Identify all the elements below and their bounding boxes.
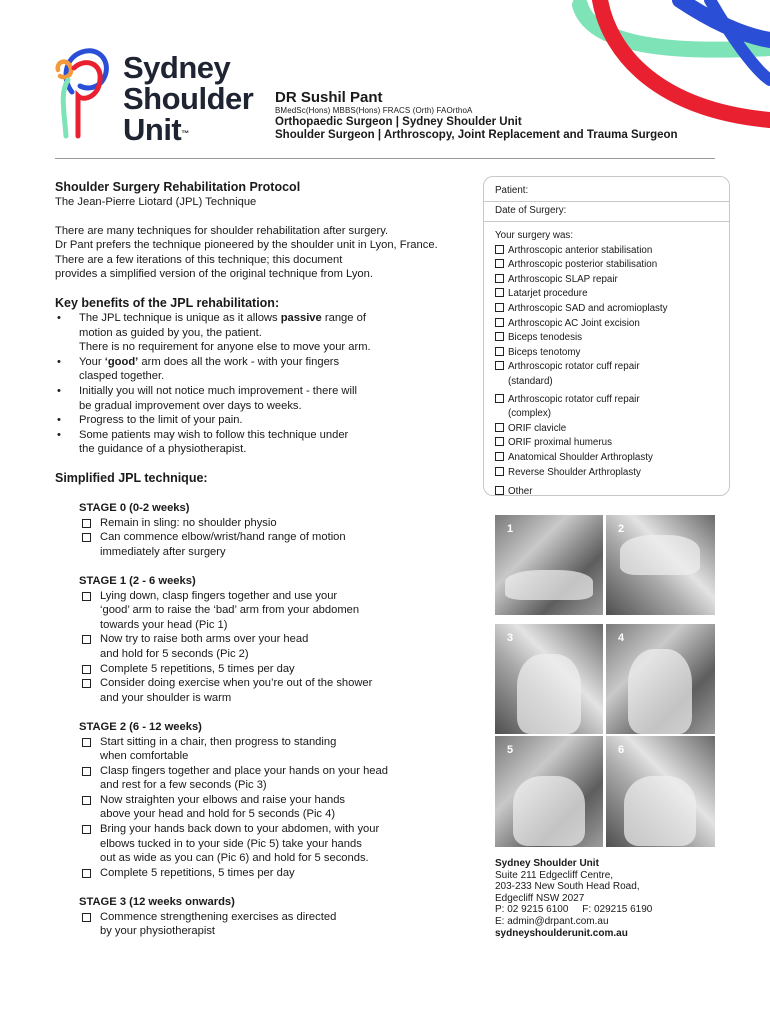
role-line-2: Shoulder Surgeon | Arthroscopy, Joint Replacement and Trauma Surgeon	[275, 129, 678, 141]
checkbox-icon	[82, 825, 91, 834]
surgery-option[interactable]	[495, 317, 725, 332]
checklist-text: Clasp fingers together and place your hands on your head	[100, 764, 388, 777]
list-item	[55, 311, 480, 355]
checkbox-icon	[82, 796, 91, 805]
option-label: (standard)	[508, 375, 553, 387]
logo-line-1: Sydney	[123, 50, 231, 85]
checklist-text: Now try to raise both arms over your head	[100, 633, 309, 646]
checklist-text: elbows tucked in to your side (Pic 5) take your hands	[100, 837, 362, 850]
role-line-1: Orthopaedic Surgeon | Sydney Shoulder Unit	[275, 116, 522, 128]
checklist-item[interactable]	[79, 793, 474, 822]
photo-label: 1	[507, 523, 514, 535]
benefit-text: motion as guided by you, the patient.	[79, 326, 262, 339]
checklist-text: Can commence elbow/wrist/hand range of motion	[100, 531, 346, 544]
option-label: ORIF proximal humerus	[508, 437, 612, 449]
checkbox-icon	[495, 467, 504, 476]
logo-mark-icon	[44, 40, 124, 140]
exercise-photos	[495, 515, 715, 847]
option-label: Biceps tenotomy	[508, 346, 581, 358]
surgery-options	[495, 229, 725, 500]
surgery-option[interactable]	[495, 273, 725, 288]
address-line-3: Edgecliff NSW 2027	[495, 892, 585, 904]
checklist-text: Now straighten your elbows and raise your hands	[100, 793, 346, 806]
checkbox-icon	[495, 332, 504, 341]
stage-3-title: STAGE 3 (12 weeks onwards)	[79, 896, 235, 909]
phone-fax: P: 02 9215 6100 F: 029215 6190	[495, 904, 653, 916]
checkbox-icon	[495, 361, 504, 370]
surgery-option[interactable]	[495, 485, 725, 500]
checklist-text: immediately after surgery	[100, 545, 226, 558]
patient-panel	[483, 176, 730, 496]
photo-label: 4	[618, 632, 625, 644]
checklist-item[interactable]	[79, 764, 474, 793]
checkbox-icon	[495, 288, 504, 297]
checklist-item[interactable]	[79, 632, 474, 661]
list-item	[55, 355, 480, 384]
patient-label: Patient:	[495, 185, 529, 196]
header-divider	[55, 158, 715, 159]
option-label: (complex)	[508, 408, 552, 420]
contact-name: Sydney Shoulder Unit	[495, 858, 599, 869]
surgery-option[interactable]	[495, 451, 725, 466]
checklist-text: ‘good’ arm to raise the ‘bad’ arm from your abdomen	[100, 604, 360, 617]
checklist-text: Start sitting in a chair, then progress to standing	[100, 735, 337, 748]
checkbox-icon	[495, 303, 504, 312]
email-link[interactable]: E: admin@drpant.com.au	[495, 915, 609, 927]
benefit-text: arm does all the work - with your fingers	[138, 355, 340, 368]
benefit-text: Some patients may wish to follow this technique under	[79, 428, 349, 441]
logo-trademark: ™	[181, 129, 189, 138]
checkbox-icon	[495, 423, 504, 432]
surgery-option[interactable]	[495, 436, 725, 451]
address-line-1: Suite 211 Edgecliff Centre,	[495, 869, 614, 881]
checkbox-icon	[495, 486, 504, 495]
surgery-option[interactable]	[495, 393, 725, 422]
intro-line-1: There are many techniques for shoulder rehabilitation after surgery.	[55, 224, 389, 237]
benefit-text: clasped together.	[79, 370, 165, 383]
checklist-text: Commence strengthening exercises as directed	[100, 910, 337, 923]
option-label: Arthroscopic anterior stabilisation	[508, 244, 653, 256]
photo-label: 5	[507, 744, 514, 756]
exercise-photo-2	[606, 515, 715, 615]
checklist-text: Consider doing exercise when you’re out of the shower	[100, 677, 373, 690]
option-label: Anatomical Shoulder Arthroplasty	[508, 451, 653, 463]
checklist-item[interactable]	[79, 662, 474, 677]
checkbox-icon	[495, 437, 504, 446]
checklist-item[interactable]	[79, 516, 474, 531]
checkbox-icon	[495, 259, 504, 268]
checklist-item[interactable]	[79, 866, 474, 881]
option-label: Reverse Shoulder Arthroplasty	[508, 466, 641, 478]
logo-line-3: Unit	[123, 112, 182, 147]
logo-line-2: Shoulder	[123, 81, 254, 116]
list-item	[55, 428, 480, 457]
checkbox-icon	[82, 679, 91, 688]
surgery-option[interactable]	[495, 258, 725, 273]
intro-line-2: Dr Pant prefers the technique pioneered by the shoulder unit in Lyon, France.	[55, 239, 438, 252]
benefit-text: Initially you will not notice much improvement - there will	[79, 384, 357, 397]
surgery-option[interactable]	[495, 360, 725, 389]
stage-1-title: STAGE 1 (2 - 6 weeks)	[79, 574, 196, 587]
checklist-item[interactable]	[79, 822, 474, 866]
date-of-surgery-label: Date of Surgery:	[495, 205, 567, 216]
surgery-option[interactable]	[495, 466, 725, 481]
option-label: Biceps tenodesis	[508, 332, 583, 344]
website-link[interactable]: sydneyshoulderunit.com.au	[495, 927, 628, 939]
checkbox-icon	[82, 592, 91, 601]
surgery-label: Your surgery was:	[495, 230, 574, 241]
stage-0-title: STAGE 0 (0-2 weeks)	[79, 502, 190, 514]
option-label: ORIF clavicle	[508, 422, 567, 434]
benefit-text: range of	[321, 311, 366, 324]
option-label: Arthroscopic posterior stabilisation	[508, 259, 658, 271]
protocol-subtitle: The Jean-Pierre Liotard (JPL) Technique	[55, 196, 257, 208]
benefit-emphasis: ‘good’	[104, 355, 139, 368]
checkbox-icon	[82, 533, 91, 542]
checklist-item[interactable]	[79, 735, 474, 764]
benefits-title: Key benefits of the JPL rehabilitation:	[55, 295, 280, 310]
option-label: Latarjet procedure	[508, 288, 588, 300]
checklist-text: and rest for a few seconds (Pic 3)	[100, 779, 267, 792]
checklist-item[interactable]	[79, 530, 474, 559]
checklist-item[interactable]	[79, 589, 474, 633]
option-label: Other	[508, 486, 533, 498]
option-label: Arthroscopic rotator cuff repair	[508, 361, 640, 373]
contact-block	[495, 858, 725, 939]
surgery-option[interactable]	[495, 287, 725, 302]
checkbox-icon	[495, 274, 504, 283]
doctor-name: DR Sushil Pant	[275, 89, 383, 106]
checkbox-icon	[82, 869, 91, 878]
logo	[44, 40, 259, 147]
benefit-text: There is no requirement for anyone else to move your arm.	[79, 341, 371, 354]
checklist-text: Remain in sling: no shoulder physio	[100, 516, 277, 529]
checklist-text: Lying down, clasp fingers together and use your	[100, 589, 338, 602]
option-label: Arthroscopic SAD and acromioplasty	[508, 302, 668, 314]
exercise-photo-3	[495, 624, 603, 734]
checklist-text: and your shoulder is warm	[100, 691, 232, 704]
checkbox-icon	[82, 519, 91, 528]
checklist-text: and hold for 5 seconds (Pic 2)	[100, 647, 249, 660]
checklist-item[interactable]	[79, 910, 474, 939]
photo-label: 2	[618, 523, 625, 535]
list-item	[55, 384, 480, 413]
checklist-text: towards your head (Pic 1)	[100, 618, 228, 631]
checkbox-icon	[82, 635, 91, 644]
divider	[484, 201, 729, 202]
surgery-option[interactable]	[495, 346, 725, 361]
technique-title: Simplified JPL technique:	[55, 470, 208, 485]
benefit-text: the guidance of a physiotherapist.	[79, 443, 247, 456]
exercise-photo-5	[495, 736, 603, 847]
exercise-photo-6	[606, 736, 715, 847]
protocol-section	[55, 180, 480, 485]
option-label: Arthroscopic SLAP repair	[508, 273, 618, 285]
checkbox-icon	[495, 245, 504, 254]
stage-2-title: STAGE 2 (6 - 12 weeks)	[79, 720, 202, 733]
intro-line-3: There are a few iterations of this technique; this document	[55, 253, 343, 266]
surgery-option[interactable]	[495, 331, 725, 346]
checklist-item[interactable]	[79, 676, 474, 705]
checklist-text: Bring your hands back down to your abdomen, with your	[100, 823, 380, 836]
exercise-photo-1	[495, 515, 603, 615]
qualifications: BMedSc(Hons) MBBS(Hons) FRACS (Orth) FAOrthoA	[275, 106, 473, 115]
checkbox-icon	[495, 452, 504, 461]
exercise-photo-4	[606, 624, 715, 734]
checkbox-icon	[82, 913, 91, 922]
list-item	[55, 413, 480, 428]
protocol-title: Shoulder Surgery Rehabilitation Protocol	[55, 180, 301, 194]
checkbox-icon	[82, 665, 91, 674]
benefit-text: Your	[79, 355, 105, 368]
photo-label: 3	[507, 632, 514, 644]
surgery-option[interactable]	[495, 302, 725, 317]
stages-section	[79, 501, 474, 939]
address-line-2: 203-233 New South Head Road,	[495, 881, 640, 893]
surgery-option[interactable]	[495, 422, 725, 437]
benefits-list	[55, 311, 480, 457]
divider	[484, 221, 729, 222]
checkbox-icon	[82, 738, 91, 747]
benefit-text: Progress to the limit of your pain.	[79, 414, 243, 427]
benefit-emphasis: passive	[280, 311, 322, 324]
checklist-text: Complete 5 repetitions, 5 times per day	[100, 662, 295, 675]
checklist-text: above your head and hold for 5 seconds (Pic 4)	[100, 808, 336, 821]
checklist-text: Complete 5 repetitions, 5 times per day	[100, 866, 295, 879]
checklist-text: out as wide as you can (Pic 6) and hold for 5 seconds.	[100, 852, 369, 865]
checklist-text: by your physiotherapist	[100, 925, 216, 938]
checkbox-icon	[495, 394, 504, 403]
checkbox-icon	[82, 767, 91, 776]
checkbox-icon	[495, 347, 504, 356]
photo-label: 6	[618, 744, 625, 756]
intro-line-4: provides a simplified version of the original technique from Lyon.	[55, 268, 373, 281]
surgery-option[interactable]	[495, 244, 725, 259]
option-label: Arthroscopic rotator cuff repair	[508, 393, 640, 405]
option-label: Arthroscopic AC Joint excision	[508, 317, 640, 329]
checklist-text: when comfortable	[100, 750, 189, 763]
benefit-text: The JPL technique is unique as it allows	[79, 311, 281, 324]
checkbox-icon	[495, 318, 504, 327]
benefit-text: be gradual improvement over days to weeks.	[79, 399, 302, 412]
